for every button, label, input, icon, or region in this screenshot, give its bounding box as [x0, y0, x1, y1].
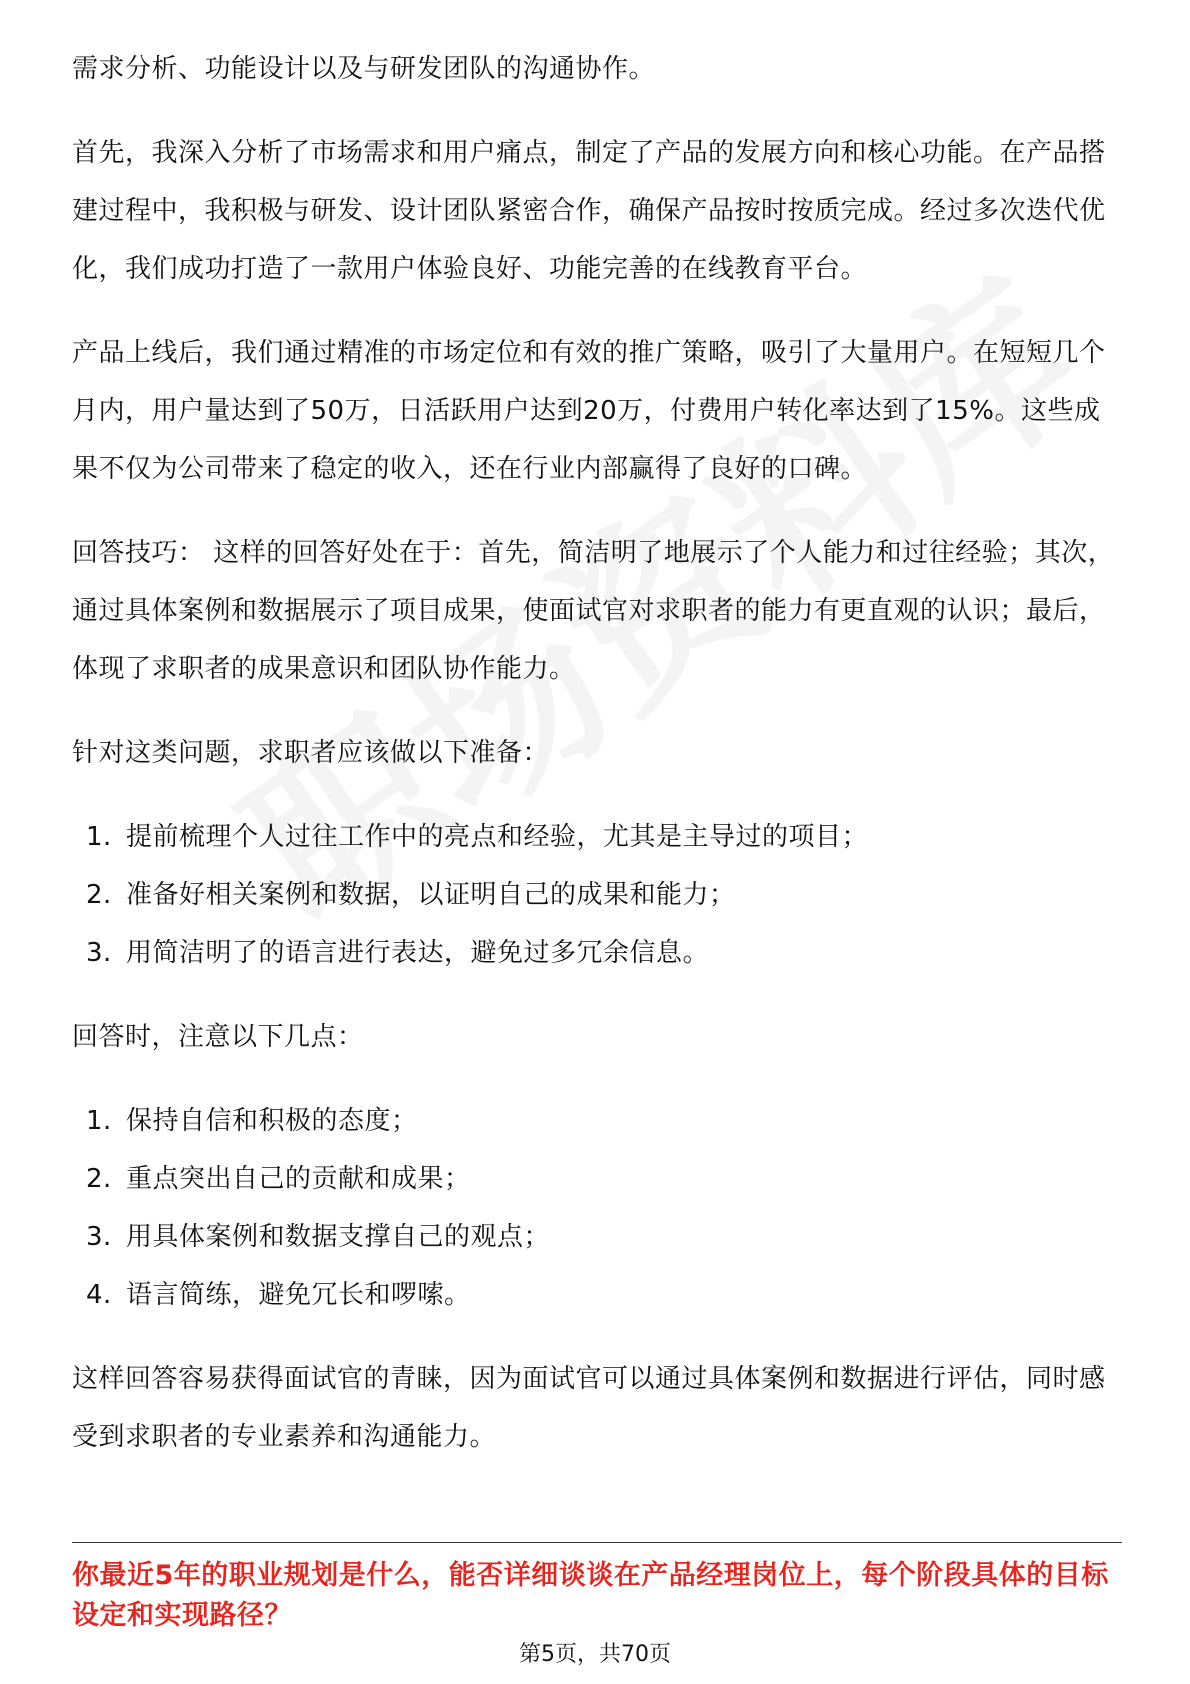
paragraph-results: 产品上线后，我们通过精准的市场定位和有效的推广策略，吸引了大量用户。在短短几个月内，用户量达到了50万，日活跃用户达到20万，付费用户转化率达到了15%。这些成果不仅为公司带来了稳定的收入，还在行业内部赢得了良好的口碑。 — [72, 338, 1106, 484]
list-item — [72, 1208, 1122, 1266]
list-item-number: 2. — [86, 1164, 112, 1194]
list-item — [72, 1092, 1122, 1150]
section-divider — [72, 1542, 1122, 1543]
list-item-text: 用具体案例和数据支撑自己的观点； — [126, 1222, 551, 1252]
list-item-text: 用简洁明了的语言进行表达，避免过多冗余信息。 — [126, 938, 710, 968]
list-item-text: 提前梳理个人过往工作中的亮点和经验，尤其是主导过的项目； — [126, 822, 869, 852]
paragraph-notes-intro: 回答时，注意以下几点： — [72, 1022, 364, 1052]
list-item-number: 3. — [86, 1222, 112, 1252]
list-item-text: 重点突出自己的贡献和成果； — [126, 1164, 471, 1194]
list-item — [72, 1150, 1122, 1208]
paragraph-prep-intro: 针对这类问题，求职者应该做以下准备： — [72, 738, 550, 768]
paragraph-answer-tips: 回答技巧： 这样的回答好处在于：首先，简洁明了地展示了个人能力和过往经验；其次，通过具体案例和数据展示了项目成果，使面试官对求职者的能力有更直观的认识；最后，体现了求职者的成果意识和团队协作能力。 — [72, 538, 1115, 684]
list-item-number: 4. — [86, 1280, 112, 1310]
list-item-number: 2. — [86, 880, 112, 910]
list-item — [72, 1266, 1122, 1324]
list-item — [72, 924, 1122, 982]
list-item-text: 保持自信和积极的态度； — [126, 1106, 418, 1136]
paragraph-closing: 这样回答容易获得面试官的青睐，因为面试官可以通过具体案例和数据进行评估，同时感受到求职者的专业素养和沟通能力。 — [72, 1364, 1106, 1452]
list-item — [72, 866, 1122, 924]
list-item-number: 1. — [86, 822, 112, 852]
document-body — [72, 40, 1122, 1492]
list-item-text: 语言简练，避免冗长和啰嗦。 — [126, 1280, 471, 1310]
next-question-heading: 你最近5年的职业规划是什么，能否详细谈谈在产品经理岗位上，每个阶段具体的目标设定和实现路径？ — [72, 1560, 1109, 1631]
prep-list — [72, 808, 1122, 982]
list-item-text: 准备好相关案例和数据，以证明自己的成果和能力； — [126, 880, 736, 910]
page-number: 第5页，共70页 — [519, 1642, 671, 1667]
list-item-number: 1. — [86, 1106, 112, 1136]
paragraph-process: 首先，我深入分析了市场需求和用户痛点，制定了产品的发展方向和核心功能。在产品搭建过程中，我积极与研发、设计团队紧密合作，确保产品按时按质完成。经过多次迭代优化，我们成功打造了一款用户体验良好、功能完善的在线教育平台。 — [72, 138, 1106, 284]
paragraph-intro-continued: 需求分析、功能设计以及与研发团队的沟通协作。 — [72, 54, 656, 84]
list-item-number: 3. — [86, 938, 112, 968]
notes-list — [72, 1092, 1122, 1324]
list-item — [72, 808, 1122, 866]
